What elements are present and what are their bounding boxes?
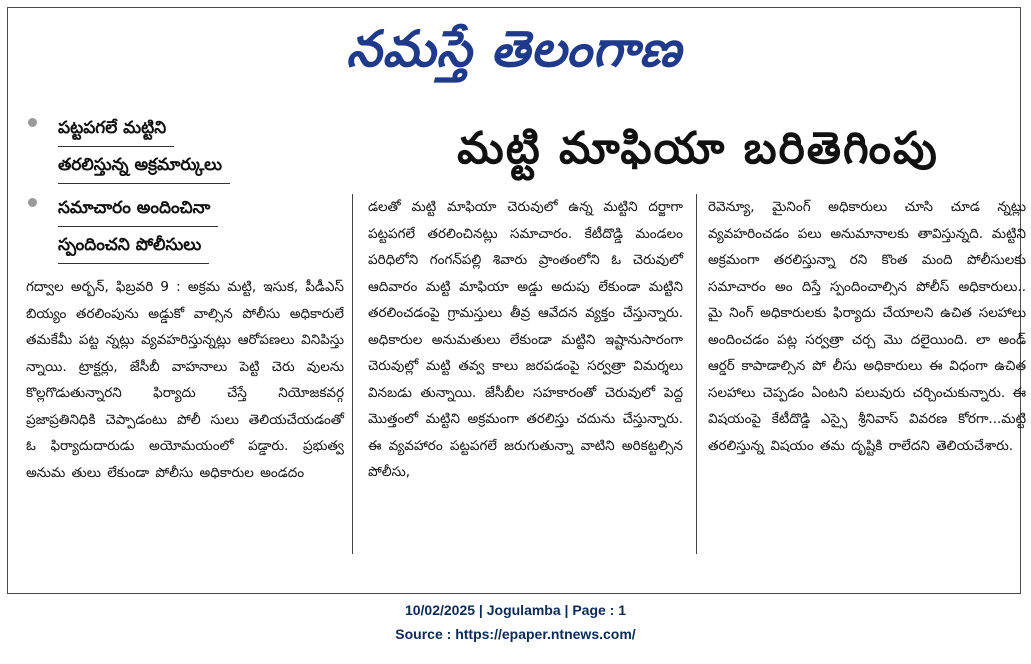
column-text: డలతో మట్టి మాఫియా చెరువులో ఉన్న మట్టిని దర్జాగా పట్టపగలే తరలించినట్లు సమాచారం. కేటీదొడ్డి మండలం పరిధిలోని గంగన్‌పల్లి శివారు ప్రాంతంలోని ఓ చెరువులో ఆదివారం మట్టి మాఫియా అడ్డు అదుపు లేకుండా మట్టిని తరలించడంపై గ్రామస్తులు తీవ్ర ఆవేదన వ్యక్తం చేస్తున్నారు. అధికారుల అనుమతులు లేకుండా మట్టిని ఇష్టానుసారంగా చెరువుల్లో మట్టి తవ్వ కాలు జరపడంపై సర్వత్రా విమర్శలు వినబడు తున్నాయి. జేసీబీల సహకారంతో చెరువులో పెద్ద మొత్తంలో మట్టిని అక్రమంగా తరలిస్తు చదును చేస్తున్నారు. ఈ వ్యవహారం పట్టపగలే జరుగుతున్నా వాటిని అరికట్టల్సిన పోలీసు, — [368, 199, 683, 480]
footer-source: Source : https://epaper.ntnews.com/ — [395, 626, 636, 642]
article-column-3 — [708, 194, 1026, 459]
article-column-2 — [368, 194, 683, 486]
bullet-line: పట్టపగలే మట్టిని — [58, 110, 174, 147]
bullet-dot-icon — [28, 118, 37, 127]
headline: మట్టి మాఫియా బరితెగింపు — [457, 123, 939, 174]
bullet-item — [22, 110, 332, 184]
bullet-line: సమాచారం అందించినా — [58, 190, 218, 227]
newspaper-clipping — [7, 7, 1026, 594]
masthead-logo: నమస్తే తెలంగాణ — [346, 20, 682, 78]
column-divider — [352, 194, 353, 554]
column-text: రెవెన్యూ, మైనింగ్ అధికారులు చూసి చూడ న్నట్లు వ్యవహరించడం పలు అనుమానాలకు తావిస్తున్నది. మట్టిని అక్రమంగా తరలిస్తున్నా రని కొంత మంది పోలీసులకు సమాచారం అం దిస్తే స్పందించాల్సిన పోలీస్ అధికారులు.. మై నింగ్ అధికారులకు ఫిర్యాదు చేయాలని ఉచిత సలహాలు అందించడం పట్ల సర్వత్రా చర్చ మొ దలైయింది. లా అండ్ ఆర్డర్ కాపాడాల్సిన పో లీసు అధికారులు ఈ విధంగా ఉచిత సలహాలు చెప్పడం ఏంటని పలువురు చర్చించుకున్నారు. ఈ విషయంపై కేటీదొడ్డి ఎస్సై శ్రీనివాస్ వివరణ కోరగా...మట్టి తరలిస్తున్న విషయం తమ దృష్టికి రాలేదని తెలియచేశారు. — [708, 199, 1026, 454]
bullet-line: తరలిస్తున్న అక్రమార్కులు — [58, 147, 230, 184]
column-text: గద్వాల అర్బన్, ఫిబ్రవరి 9 : అక్రమ మట్టి, ఇసుక, పీడీఎస్ బియ్యం తరలింపును అడ్డుకో వాల్సిన పోలీసు అధికారులే తమకేమీ పట్ట న్నట్లు వ్యవహరిస్తున్నట్లు ఆరోపణలు వినిపిస్తు న్నాయి. ట్రాక్టర్లు, జేసీబీ వాహనాలు పెట్టి చెరు వులను కొల్లగొడుతున్నారని ఫిర్యాదు చేస్తే నియోజకవర్గ ప్రజాప్రతినిధికి చెప్పాడంటు పోలీ సులు తెలియచేయడంతో ఓ ఫిర్యాదుదారుడు అయోమయంలో పడ్డారు. ప్రభుత్వ అనుమ తులు లేకుండా పోలీసు అధికారుల అండదం — [26, 279, 344, 481]
footer-date-edition: 10/02/2025 | Jogulamba | Page : 1 — [404, 602, 627, 618]
bullet-item — [22, 190, 332, 264]
bullet-line: స్పందించని పోలీసులు — [58, 227, 209, 264]
column-divider — [696, 194, 697, 554]
bullet-dot-icon — [28, 198, 37, 207]
bullet-list — [22, 110, 332, 270]
article-column-1 — [26, 274, 344, 486]
